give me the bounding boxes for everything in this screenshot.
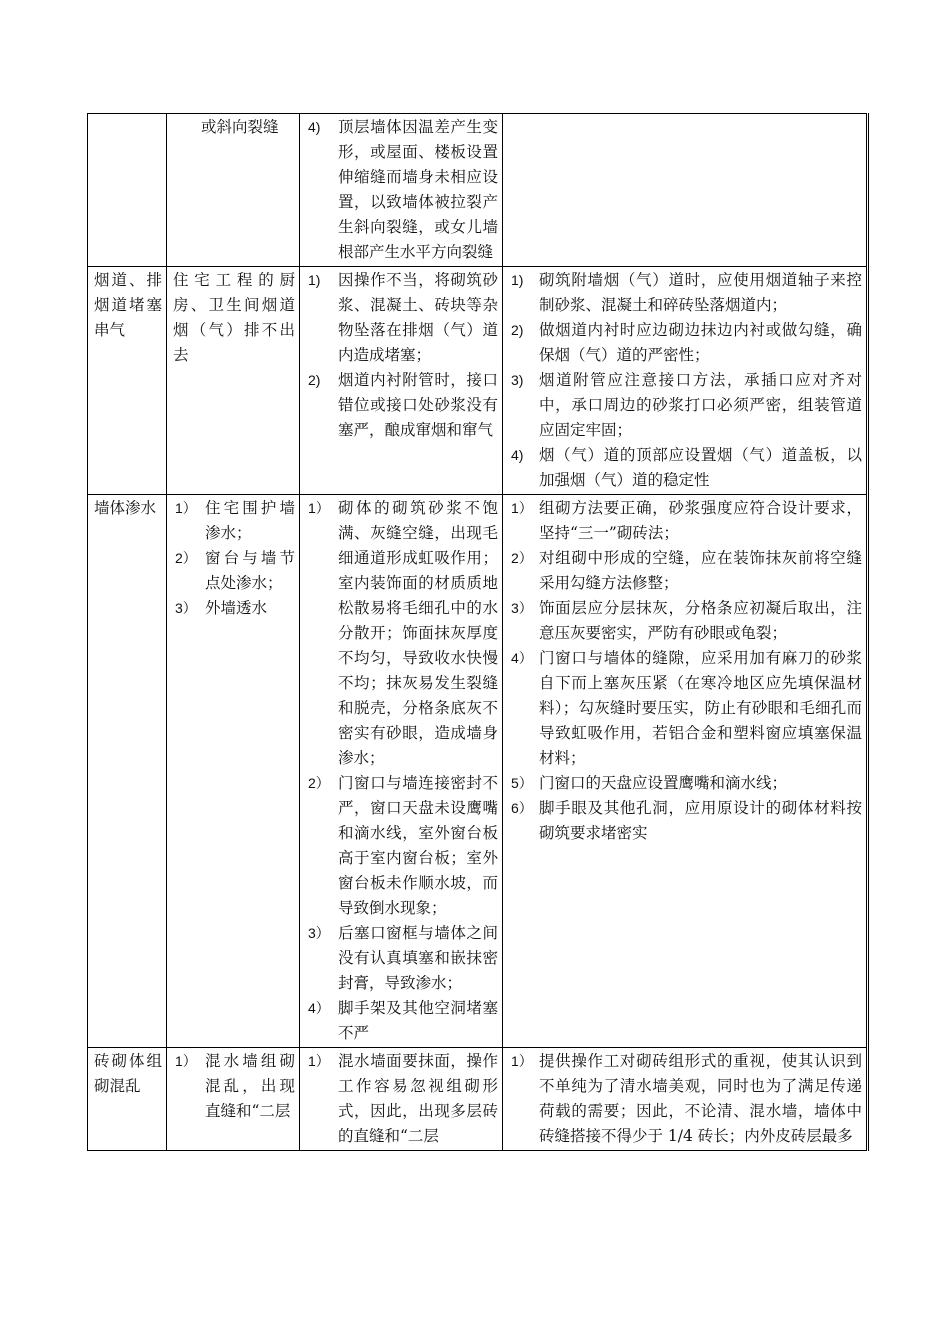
list-item: 3) 烟道附管应注意接口方法，承插口应对齐对中，承口周边的砂浆打口必须严密，组装管道应固定牢固； (511, 371, 862, 439)
list-item: 6） 脚手眼及其他孔洞，应用原设计的砌体材料按砌筑要求堵密实 (511, 799, 862, 842)
list-item: 1） 提供操作工对砌砖组形式的重视，使其认识到不单纯为了清水墙美观，同时也为了满足传递荷载的需要；因此，不论清、混水墙，墙体中砖缝搭接不得少于 1/4 砖长；内外皮砖层最多 (511, 1052, 862, 1145)
causes-cell (300, 495, 503, 1048)
causes-cell (300, 1048, 503, 1151)
list-item: 1） 砌体的砌筑砂浆不饱满、灰缝空缝，出现毛细通道形成虹吸作用；室内装饰面的材质质地松散易将毛细孔中的水分散开；饰面抹灰厚度不均匀，导致收水快慢不均；抹灰易发生裂缝和脱壳，分格条底灰不密实有砂眼，造成墙身渗水； (308, 499, 498, 767)
measures-cell (503, 267, 868, 495)
list-item: 1） 住宅围护墙渗水； (175, 499, 295, 542)
causes-cell (300, 114, 503, 267)
measures-cell (503, 495, 868, 1048)
table-row (88, 114, 868, 267)
list-item: 1) 砌筑附墙烟（气）道时，应使用烟道轴子来控制砂浆、混凝土和碎砖坠落烟道内； (511, 271, 862, 314)
measures-cell (503, 1048, 868, 1151)
table-row (88, 267, 868, 495)
problem-cell (88, 114, 167, 267)
list-item: 5） 门窗口的天盘应设置鹰嘴和滴水线； (511, 774, 788, 792)
measures-cell (503, 114, 868, 267)
list-item: 4) 顶层墙体因温差产生变形，或屋面、楼板设置伸缩缝而墙身未相应设置，以致墙体被拉裂产生斜向裂缝，或女儿墙根部产生水平方向裂缝 (308, 118, 498, 261)
phenomenon-cell (167, 114, 300, 267)
causes-cell (300, 267, 503, 495)
problem-cell: 墙体渗水 (88, 495, 167, 1048)
list-item: 1） 混水墙组砌混乱，出现直缝和“二层 (175, 1052, 295, 1120)
list-item: 2) 做烟道内衬时应边砌边抹边内衬或做勾缝，确保烟（气）道的严密性； (511, 321, 862, 364)
list-item: 1） 混水墙面要抹面，操作工作容易忽视组砌形式，因此，出现多层砖的直缝和“二层 (308, 1052, 498, 1145)
table-row (88, 1048, 868, 1151)
problem-cell: 砖砌体组砌混乱 (88, 1048, 167, 1151)
phenomenon-cell: 住宅工程的厨房、卫生间烟道烟（气）排不出去 (167, 267, 300, 495)
list-item: 2） 窗台与墙节点处渗水； (175, 549, 295, 592)
table-row (88, 495, 868, 1048)
list-item: 3） 后塞口窗框与墙体之间没有认真填塞和嵌抹密封膏，导致渗水； (308, 924, 498, 992)
list-item: 1) 因操作不当，将砌筑砂浆、混凝土、砖块等杂物坠落在排烟（气）道内造成堵塞； (308, 271, 498, 364)
phenomenon-cell (167, 1048, 300, 1151)
list-item: 2) 烟道内衬附管时，接口错位或接口处砂浆没有塞严，酿成窜烟和窜气 (308, 371, 498, 439)
list-item: 2） 门窗口与墙连接密封不严，窗口天盘未设鹰嘴和滴水线，室外窗台板高于室内窗台板；室外窗台板未作顺水坡，而导致倒水现象； (308, 774, 498, 917)
list-item: 4) 烟（气）道的顶部应设置烟（气）道盖板，以加强烟（气）道的稳定性 (511, 446, 862, 489)
quality-problem-table (87, 113, 869, 1151)
list-item: 4） 脚手架及其他空洞堵塞不严 (308, 999, 498, 1042)
list-item: 4） 门窗口与墙体的缝隙，应采用加有麻刀的砂浆自下而上塞灰压紧（在寒冷地区应先填保温材料）；勾灰缝时要压实，防止有砂眼和毛细孔而导致虹吸作用，若铝合金和塑料窗应填塞保温材料； (511, 649, 862, 767)
phenomenon-cell (167, 495, 300, 1048)
list-item: 3） 饰面层应分层抹灰，分格条应初凝后取出，注意压灰要密实，严防有砂眼或龟裂； (511, 599, 862, 642)
list-item: 1） 组砌方法要正确，砂浆强度应符合设计要求，坚持“三一”砌砖法； (511, 499, 862, 542)
problem-cell: 烟道、排烟道堵塞串气 (88, 267, 167, 495)
phenomenon-text: 或斜向裂缝 (201, 118, 279, 136)
list-item: 2） 对组砌中形成的空缝，应在装饰抹灰前将空缝采用勾缝方法修整； (511, 549, 862, 592)
list-item: 3） 外墙透水 (175, 599, 268, 617)
